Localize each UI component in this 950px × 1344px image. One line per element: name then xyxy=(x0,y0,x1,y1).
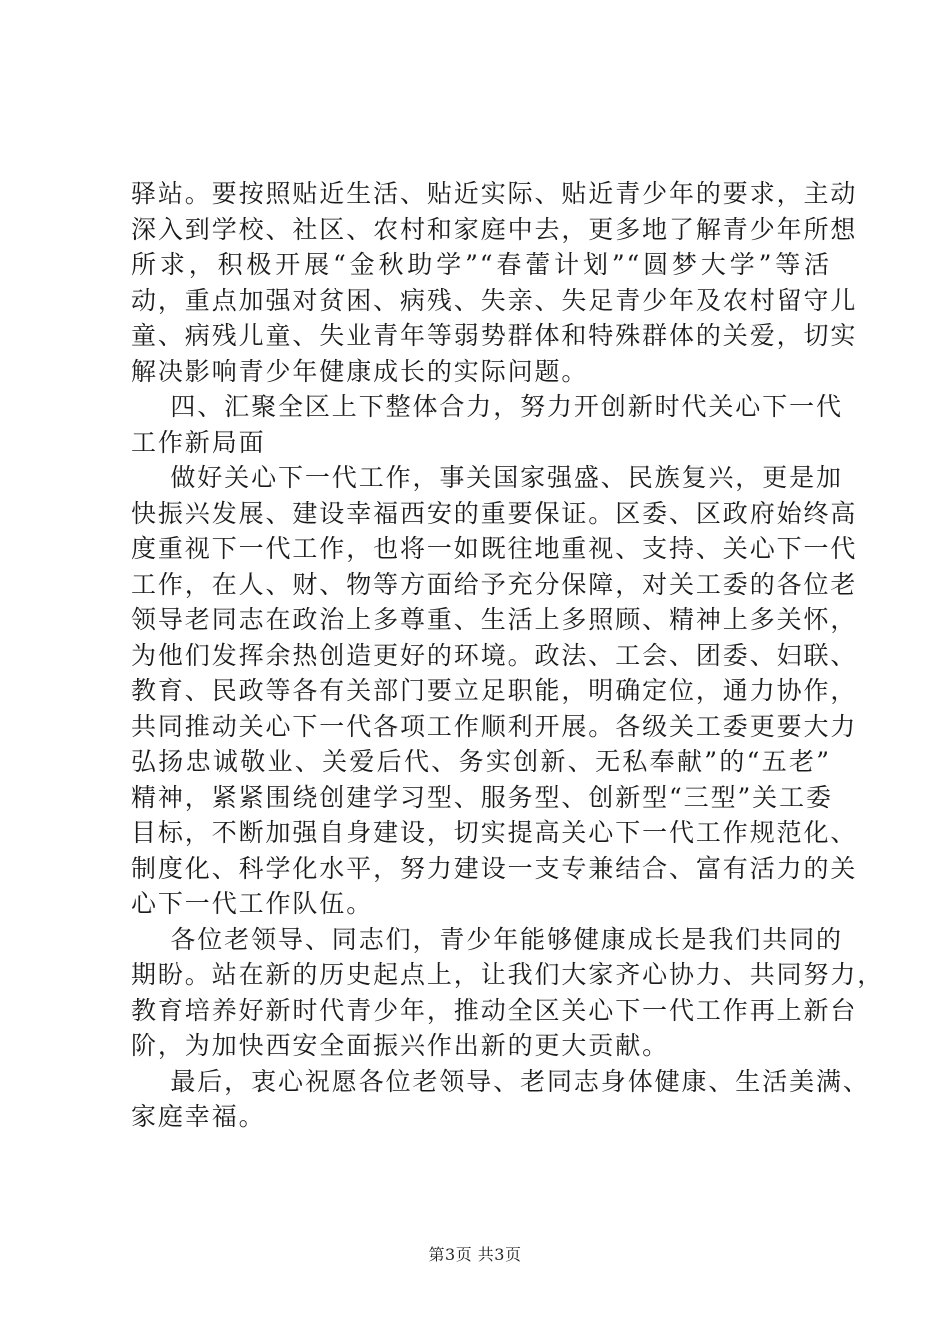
text-line: 教育、民政等各有关部门要立足职能，明确定位，通力协作， xyxy=(131,676,858,705)
text-line: 教育培养好新时代青少年，推动全区关心下一代工作再上新台 xyxy=(131,995,858,1025)
text-line: 各位老领导、同志们，青少年能够健康成长是我们共同的 xyxy=(131,924,843,954)
section-heading-line: 四、汇聚全区上下整体合力，努力开创新时代关心下一代 xyxy=(131,392,843,421)
text-line: 童、病残儿童、失业青年等弱势群体和特殊群体的关爱，切实 xyxy=(131,321,858,350)
text-line: 动，重点加强对贫困、病残、失亲、失足青少年及农村留守儿 xyxy=(131,285,858,315)
text-line: 所求，积极开展“金秋助学”“春蕾计划”“圆梦大学”等活 xyxy=(131,250,831,279)
text-line: 弘扬忠诚敬业、关爱后代、务实创新、无私奉献”的“五老” xyxy=(131,747,831,776)
text-line: 期盼。站在新的历史起点上，让我们大家齐心协力、共同努力， xyxy=(131,960,885,989)
text-line: 为他们发挥余热创造更好的环境。政法、工会、团委、妇联、 xyxy=(131,640,858,670)
text-line: 共同推动关心下一代各项工作顺利开展。各级关工委更要大力 xyxy=(131,711,858,741)
text-line: 制度化、科学化水平，努力建设一支专兼结合、富有活力的关 xyxy=(131,853,858,883)
document-body xyxy=(131,176,885,1135)
text-line: 深入到学校、社区、农村和家庭中去，更多地了解青少年所想 xyxy=(131,214,858,244)
text-line: 目标，不断加强自身建设，切实提高关心下一代工作规范化、 xyxy=(131,818,858,847)
page-number-footer: 第3页 共3页 xyxy=(428,1245,522,1264)
text-line: 驿站。要按照贴近生活、贴近实际、贴近青少年的要求，主动 xyxy=(131,179,858,208)
text-line: 度重视下一代工作，也将一如既往地重视、支持、关心下一代 xyxy=(131,534,858,563)
text-line: 精神，紧紧围绕创建学习型、服务型、创新型“三型”关工委 xyxy=(131,782,833,812)
text-line: 领导老同志在政治上多尊重、生活上多照顾、精神上多关怀， xyxy=(131,605,858,634)
text-line: 工作，在人、财、物等方面给予充分保障，对关工委的各位老 xyxy=(131,569,858,599)
section-heading-line: 工作新局面 xyxy=(131,427,266,457)
text-line: 做好关心下一代工作，事关国家强盛、民族复兴，更是加 xyxy=(131,463,843,492)
text-line: 快振兴发展、建设幸福西安的重要保证。区委、区政府始终高 xyxy=(131,498,858,528)
text-line: 心下一代工作队伍。 xyxy=(131,889,374,918)
text-line: 阶，为加快西安全面振兴作出新的更大贡献。 xyxy=(131,1031,670,1060)
text-line: 最后，衷心祝愿各位老领导、老同志身体健康、生活美满、 xyxy=(131,1066,870,1096)
text-line: 解决影响青少年健康成长的实际问题。 xyxy=(131,356,589,386)
text-line: 家庭幸福。 xyxy=(131,1102,266,1131)
